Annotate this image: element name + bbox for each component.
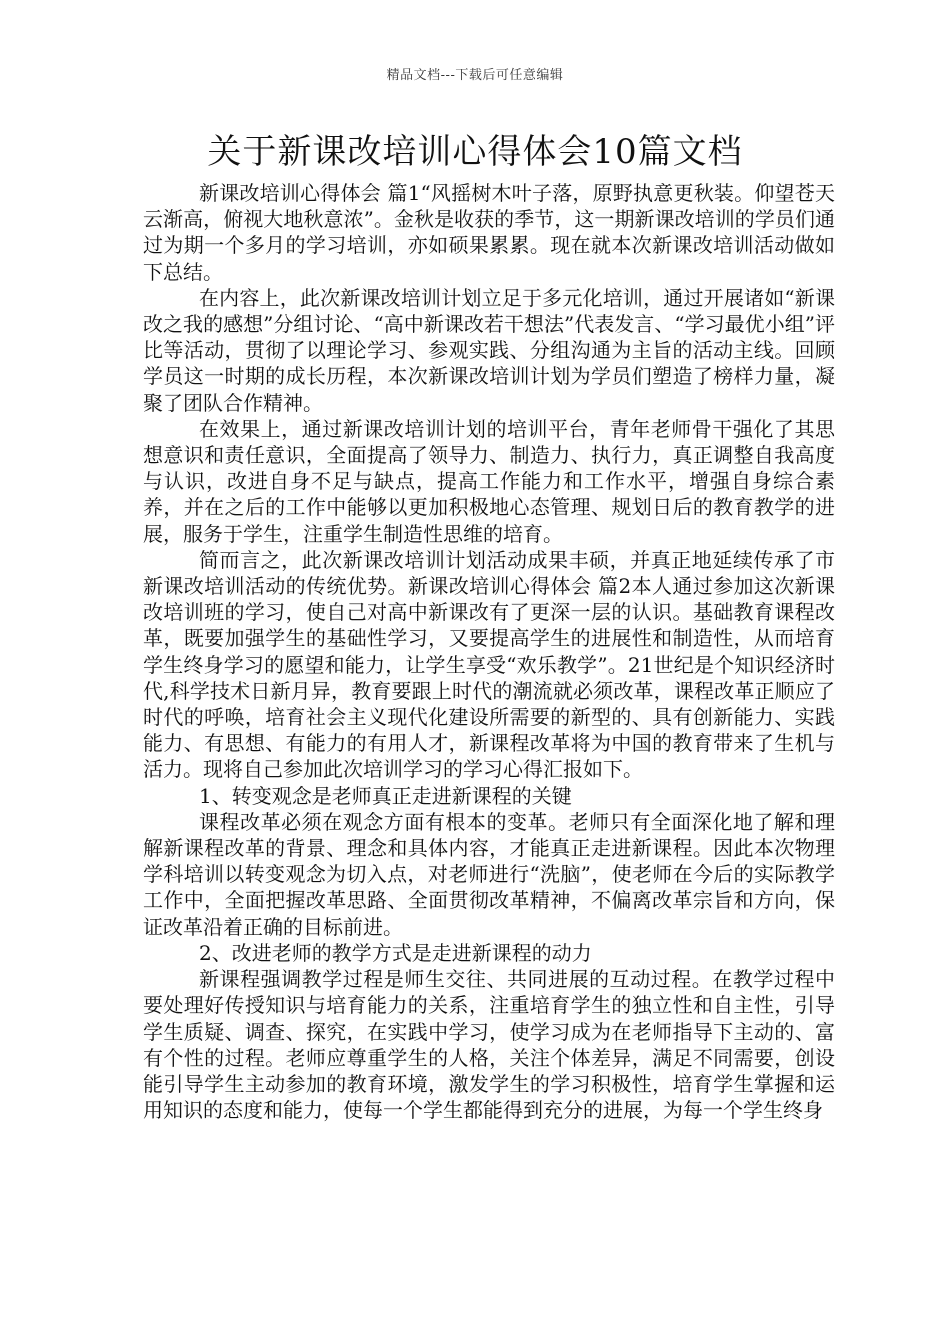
body-paragraph: 在效果上，通过新课改培训计划的培训平台，青年老师骨干强化了其思想意识和责任意识，全面提高了领导力、制造力、执行力，真正调整自我高度与认识，改进自身不足与缺点，提高工作能力和工作水平，增强自身综合素养，并在之后的工作中能够以更加积极地心态管理、规划日后的教育教学的进展，服务于学生，注重学生制造性思维的培育。	[143, 416, 835, 546]
body-paragraph: 课程改革必须在观念方面有根本的变革。老师只有全面深化地了解和理解新课程改革的背景、理念和具体内容，才能真正走进新课程。因此本次物理学科培训以转变观念为切入点，对老师进行“洗脑”，使老师在今后的实际教学工作中，全面把握改革思路、全面贯彻改革精神，不偏离改革宗旨和方向，保证改革沿着正确的目标前进。	[143, 809, 835, 939]
section-heading: 2、改进老师的教学方式是走进新课程的动力	[199, 940, 592, 965]
section-heading: 1、转变观念是老师真正走进新课程的关键	[199, 783, 572, 808]
document-body	[143, 180, 835, 1123]
document-title: 关于新课改培训心得体会10篇文档	[207, 132, 743, 172]
body-paragraph: 新课改培训心得体会 篇1“风摇树木叶子落，原野执意更秋装。仰望苍天云渐高，俯视大地秋意浓”。金秋是收获的季节，这一期新课改培训的学员们通过为期一个多月的学习培训，亦如硕果累累。现在就本次新课改培训活动做如下总结。	[143, 181, 835, 284]
page-header-note: 精品文档---下载后可任意编辑	[386, 68, 564, 83]
body-paragraph: 在内容上，此次新课改培训计划立足于多元化培训，通过开展诸如“新课改之我的感想”分组讨论、“高中新课改若干想法”代表发言、“学习最优小组”评比等活动，贯彻了以理论学习、参观实践、分组沟通为主旨的活动主线。回顾学员这一时期的成长历程，本次新课改培训计划为学员们塑造了榜样力量，凝聚了团队合作精神。	[143, 285, 835, 415]
body-paragraph: 新课程强调教学过程是师生交往、共同进展的互动过程。在教学过程中要处理好传授知识与培育能力的关系，注重培育学生的独立性和自主性，引导学生质疑、调查、探究，在实践中学习，使学习成为在老师指导下主动的、富有个性的过程。老师应尊重学生的人格，关注个体差异，满足不同需要，创设能引导学生主动参加的教育环境，激发学生的学习积极性，培育学生掌握和运用知识的态度和能力，使每一个学生都能得到充分的进展，为每一个学生终身	[143, 967, 835, 1123]
body-paragraph: 简而言之，此次新课改培训计划活动成果丰硕，并真正地延续传承了市新课改培训活动的传统优势。新课改培训心得体会 篇2本人通过参加这次新课改培训班的学习，使自己对高中新课改有了更深一层的认识。基础教育课程改革，既要加强学生的基础性学习，又要提高学生的进展性和制造性，从而培育学生终身学习的愿望和能力，让学生享受“欢乐教学”。21世纪是个知识经济时代,科学技术日新月异，教育要跟上时代的潮流就必须改革，课程改革正顺应了时代的呼唤，培育社会主义现代化建设所需要的新型的、具有创新能力、实践能力、有思想、有能力的有用人才，新课程改革将为中国的教育带来了生机与活力。现将自己参加此次培训学习的学习心得汇报如下。	[143, 547, 835, 782]
